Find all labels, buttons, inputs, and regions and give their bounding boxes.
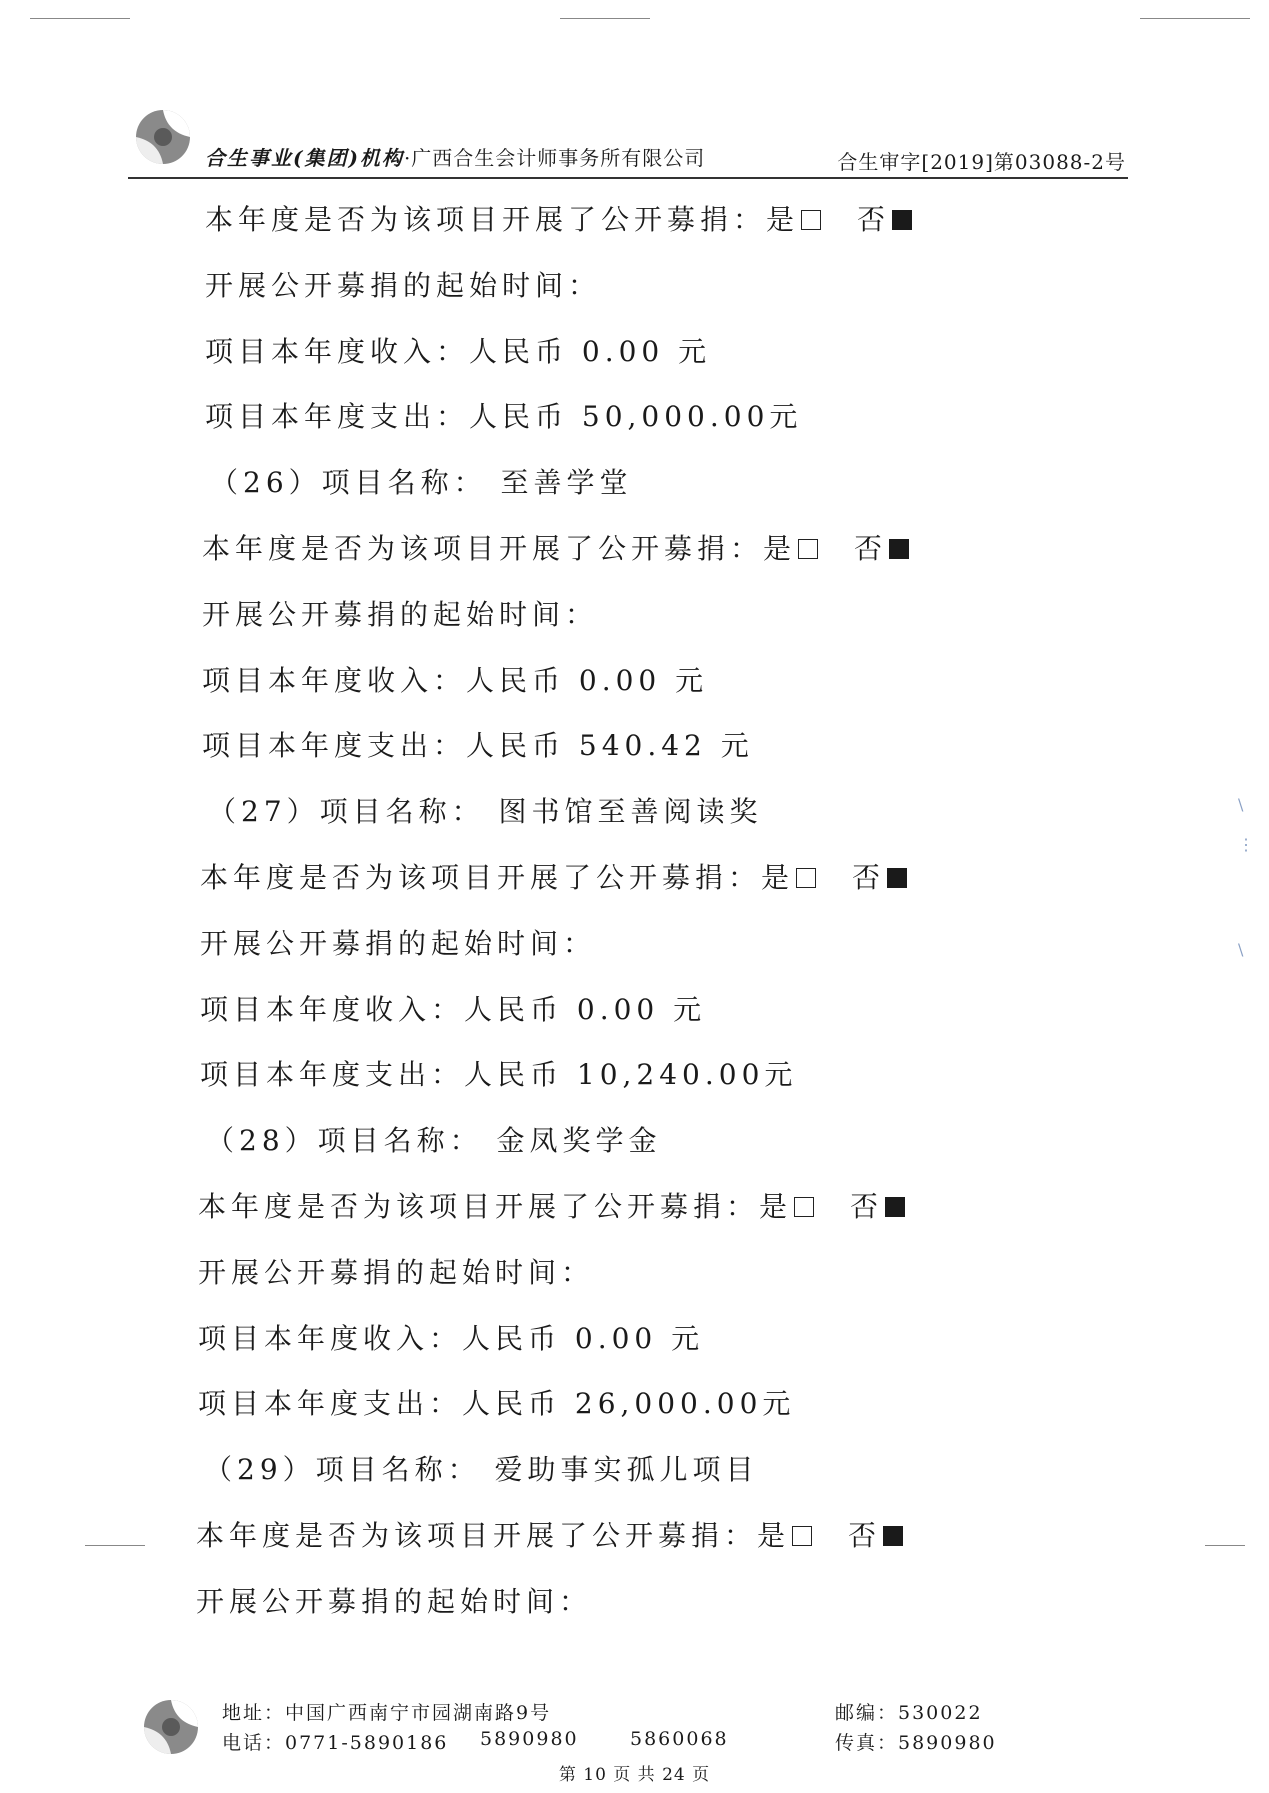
scan-artifact — [30, 18, 130, 19]
line-text: 本年度是否为该项目开展了公开募捐：是 — [202, 532, 797, 565]
report-line — [206, 1119, 662, 1159]
report-line — [205, 264, 601, 304]
no-label: 否 — [857, 203, 891, 236]
line-text: 项目本年度支出：人民币 26,000.00元 — [198, 1387, 796, 1420]
line-text: 本年度是否为该项目开展了公开募捐：是 — [205, 203, 800, 236]
no-checkbox — [885, 1197, 905, 1217]
report-line — [202, 593, 598, 633]
fundraising-question-line — [202, 527, 909, 567]
line-text: （28）项目名称： 金凤奖学金 — [206, 1124, 662, 1157]
yes-checkbox — [792, 1526, 812, 1546]
report-line — [198, 1382, 795, 1422]
line-text: （26）项目名称： 至善学堂 — [210, 466, 633, 499]
scan-artifact: \ — [1238, 940, 1244, 959]
scan-artifact — [1140, 18, 1250, 19]
report-line — [200, 988, 706, 1028]
footer-phone-3: 5860068 — [630, 1728, 729, 1750]
no-label: 否 — [854, 532, 888, 565]
scan-artifact: \ — [1238, 795, 1244, 814]
header-divider — [128, 177, 1128, 179]
line-text: 项目本年度支出：人民币 10,240.00元 — [200, 1058, 798, 1091]
scan-artifact — [1205, 1545, 1245, 1546]
company-script-logo: 合生事业(集团)机构 — [205, 146, 404, 170]
footer-postcode: 邮编：530022 — [835, 1702, 983, 1724]
line-text: 本年度是否为该项目开展了公开募捐：是 — [200, 861, 795, 894]
report-line — [204, 1448, 759, 1488]
fundraising-question-line — [200, 856, 907, 896]
report-line — [208, 790, 763, 830]
line-text: 项目本年度支出：人民币 50,000.00元 — [205, 400, 803, 433]
no-checkbox — [887, 868, 907, 888]
line-text: （29）项目名称： 爱助事实孤儿项目 — [204, 1453, 759, 1486]
fundraising-question-line — [196, 1514, 903, 1554]
report-line — [202, 659, 708, 699]
report-line — [205, 330, 711, 370]
line-text: 本年度是否为该项目开展了公开募捐：是 — [196, 1519, 791, 1552]
report-line — [198, 1317, 704, 1357]
line-text: 项目本年度收入：人民币 0.00 元 — [205, 335, 712, 368]
scan-artifact: ⋮ — [1238, 835, 1254, 854]
firm-logo — [132, 108, 194, 166]
line-text: 项目本年度支出：人民币 540.42 元 — [202, 729, 754, 762]
report-line — [210, 461, 633, 501]
fundraising-question-line — [198, 1185, 905, 1225]
header-company-name — [205, 142, 705, 171]
footer-phone: 电话：0771-5890186 — [222, 1732, 449, 1754]
line-text: 项目本年度收入：人民币 0.00 元 — [200, 993, 707, 1026]
line-text: 开展公开募捐的起始时间： — [196, 1585, 593, 1618]
line-text: （27）项目名称： 图书馆至善阅读奖 — [208, 795, 763, 828]
line-text: 项目本年度收入：人民币 0.00 元 — [198, 1322, 705, 1355]
footer-fax: 传真：5890980 — [835, 1732, 997, 1754]
footer-phone-2: 5890980 — [480, 1728, 579, 1750]
document-number: 合生审字[2019]第03088-2号 — [837, 150, 1126, 174]
no-label: 否 — [848, 1519, 882, 1552]
no-checkbox — [883, 1526, 903, 1546]
no-label: 否 — [850, 1190, 884, 1223]
no-checkbox — [892, 210, 912, 230]
report-line — [205, 395, 802, 435]
line-text: 开展公开募捐的起始时间： — [198, 1256, 595, 1289]
footer-logo — [140, 1698, 202, 1756]
fundraising-question-line — [205, 198, 912, 238]
report-line — [200, 922, 596, 962]
yes-checkbox — [798, 539, 818, 559]
report-line — [196, 1580, 592, 1620]
yes-checkbox — [796, 868, 816, 888]
company-full-name: ·广西合生会计师事务所有限公司 — [403, 146, 706, 170]
scan-artifact — [560, 18, 650, 19]
no-label: 否 — [852, 861, 886, 894]
report-line — [200, 1053, 797, 1093]
footer-address: 地址：中国广西南宁市园湖南路9号 — [222, 1702, 552, 1724]
line-text: 本年度是否为该项目开展了公开募捐：是 — [198, 1190, 793, 1223]
page-number: 第 10 页 共 24 页 — [558, 1765, 711, 1785]
line-text: 项目本年度收入：人民币 0.00 元 — [202, 664, 709, 697]
line-text: 开展公开募捐的起始时间： — [200, 927, 597, 960]
report-line — [202, 724, 754, 764]
line-text: 开展公开募捐的起始时间： — [202, 598, 599, 631]
line-text: 开展公开募捐的起始时间： — [205, 269, 602, 302]
yes-checkbox — [794, 1197, 814, 1217]
report-line — [198, 1251, 594, 1291]
no-checkbox — [889, 539, 909, 559]
yes-checkbox — [801, 210, 821, 230]
scan-artifact — [85, 1545, 145, 1546]
